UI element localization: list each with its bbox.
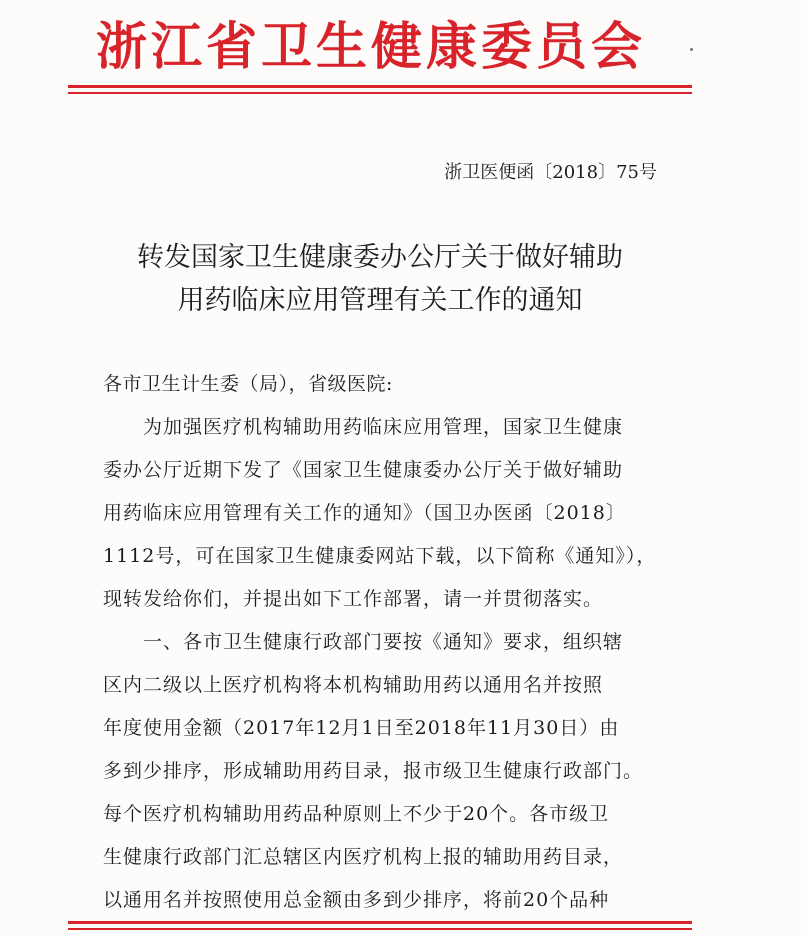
body-line: 多到少排序，形成辅助用药目录，报市级卫生健康行政部门。 <box>103 760 644 782</box>
body-line: 1112号，可在国家卫生健康委网站下载，以下简称《通知》）， <box>103 545 657 567</box>
scan-speck <box>690 48 693 51</box>
body-line: 委办公厅近期下发了《国家卫生健康委办公厅关于做好辅助 <box>103 459 624 481</box>
salutation-line: 各市卫生计生委（局），省级医院: <box>103 373 393 395</box>
body-line: 用药临床应用管理有关工作的通知》（国卫办医函〔2018〕 <box>103 502 626 524</box>
document-number: 浙卫医便函〔2018〕75号 <box>444 162 657 183</box>
body-line: 生健康行政部门汇总辖区内医疗机构上报的辅助用药目录， <box>103 846 624 868</box>
body-line: 区内二级以上医疗机构将本机构辅助用药以通用名并按照 <box>103 674 604 696</box>
body-line: 现转发给你们，并提出如下工作部署，请一并贯彻落实。 <box>103 588 604 610</box>
document-title-line-2: 用药临床应用管理有关工作的通知 <box>177 285 583 316</box>
body-line: 每个医疗机构辅助用药品种原则上不少于20个。各市级卫 <box>103 803 610 825</box>
body-line: 为加强医疗机构辅助用药临床应用管理，国家卫生健康 <box>103 416 624 438</box>
body-line: 一、各市卫生健康行政部门要按《通知》要求，组织辖 <box>103 631 624 653</box>
document-title-line-1: 转发国家卫生健康委办公厅关于做好辅助 <box>137 242 623 273</box>
letterhead-rule-thick <box>68 85 692 88</box>
document-body <box>103 363 663 922</box>
body-line: 以通用名并按照使用总金额由多到少排序，将前20个品种 <box>103 889 610 911</box>
letterhead-org-name: 浙江省卫生健康委员会 <box>96 17 647 77</box>
footer-rule-thick <box>68 921 692 924</box>
footer-rule-thin <box>68 928 692 930</box>
body-line: 年度使用金额（2017年12月1日至2018年11月30日）由 <box>103 717 620 739</box>
letterhead-rule-thin <box>68 92 692 94</box>
